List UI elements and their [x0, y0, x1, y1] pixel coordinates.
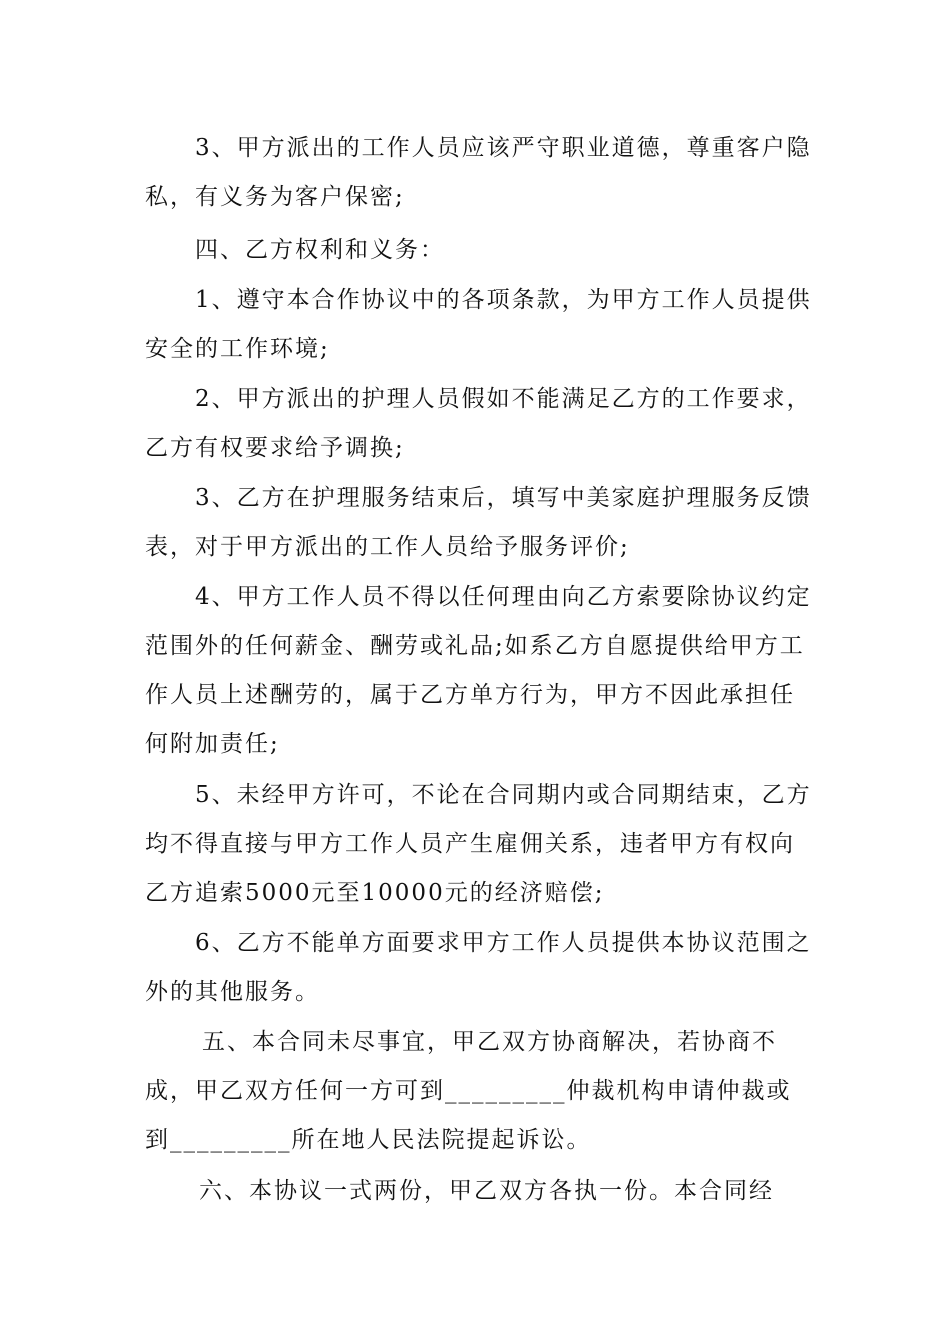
clause-3-feedback: 3、乙方在护理服务结束后，填写中美家庭护理服务反馈表，对于甲方派出的工作人员给予服务评价;: [145, 485, 812, 560]
clause-4-no-extra-payment: 4、甲方工作人员不得以任何理由向乙方索要除协议约定范围外的任何薪金、酬劳或礼品;如系乙方自愿提供给甲方工作人员上述酬劳的，属于乙方单方行为，甲方不因此承担任何附加责任;: [145, 584, 812, 757]
section-6-copies: 六、本协议一式两份，甲乙双方各执一份。本合同经: [199, 1178, 774, 1204]
clause-2-replacement: 2、甲方派出的护理人员假如不能满足乙方的工作要求，乙方有权要求给予调换;: [145, 386, 812, 461]
section-4-heading: 四、乙方权利和义务：: [195, 237, 445, 263]
clause-5-no-direct-employment: 5、未经甲方许可，不论在合同期内或合同期结束，乙方均不得直接与甲方工作人员产生雇佣关系，违者甲方有权向乙方追索5000元至10000元的经济赔偿;: [145, 782, 812, 906]
section-5-dispute-resolution: 五、本合同未尽事宜，甲乙双方协商解决，若协商不成，甲乙双方任何一方可到_________仲裁机构申请仲裁或到_________所在地人民法院提起诉讼。: [145, 1029, 792, 1153]
clause-3-confidentiality: 3、甲方派出的工作人员应该严守职业道德，尊重客户隐私，有义务为客户保密;: [145, 135, 812, 210]
clause-6-scope: 6、乙方不能单方面要求甲方工作人员提供本协议范围之外的其他服务。: [145, 930, 812, 1005]
clause-1-safe-environment: 1、遵守本合作协议中的各项条款，为甲方工作人员提供安全的工作环境;: [145, 287, 812, 362]
